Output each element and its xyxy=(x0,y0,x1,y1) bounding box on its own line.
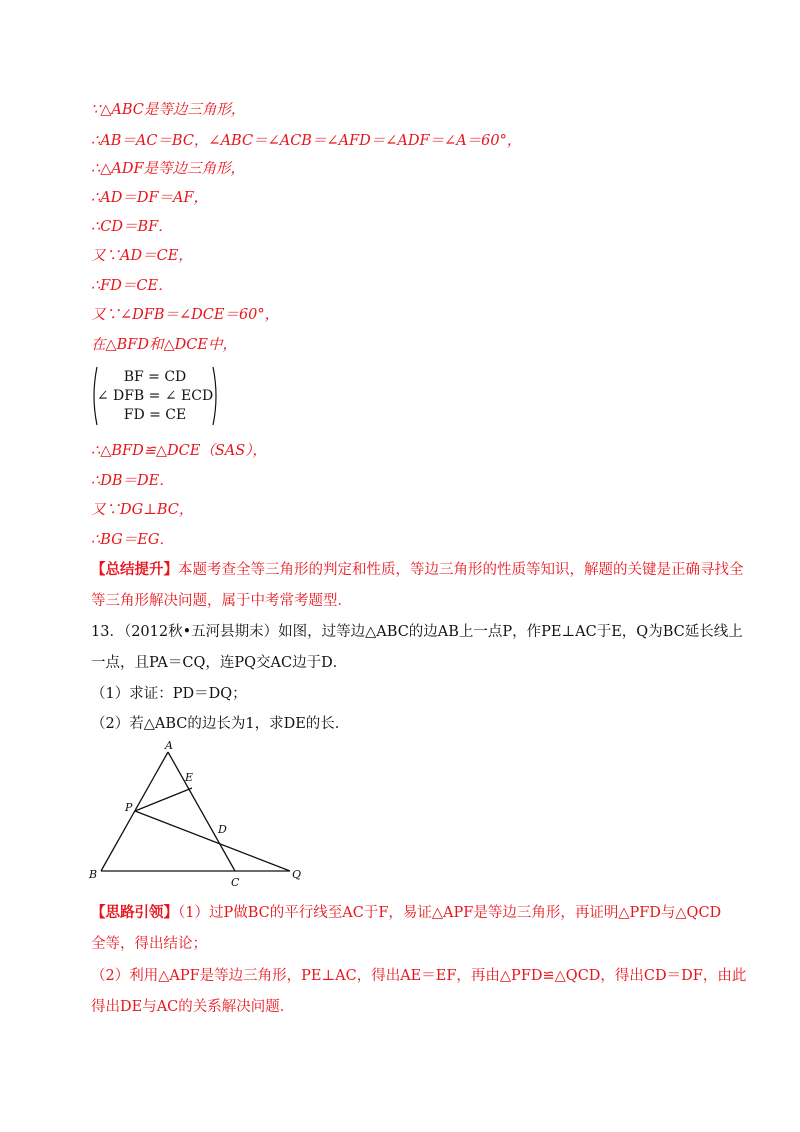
problem-line-2: 一点，且PA＝CQ，连PQ交AC边于D． xyxy=(91,655,348,671)
solution-line-8: 又∵∠DFB＝∠DCE＝60°， xyxy=(91,307,280,323)
conclusion-line-4: ∴BG＝EG． xyxy=(91,532,174,548)
summary-paragraph xyxy=(91,560,744,580)
hint-tag: 【思路引领】 xyxy=(91,904,178,921)
solution-line-2: ∴AB＝AC＝BC，∠ABC＝∠ACB＝∠AFD＝∠ADF＝∠A＝60°， xyxy=(91,133,522,149)
side-ab xyxy=(101,752,168,871)
system-row-1: BF = CD xyxy=(123,369,187,385)
problem-number: 13． xyxy=(91,624,124,640)
system-row-3: FD = CE xyxy=(123,407,187,423)
solution-line-1: ∵△ABC是等边三角形， xyxy=(91,102,246,118)
label-q: Q xyxy=(292,868,302,881)
conclusion-line-2: ∴DB＝DE． xyxy=(91,473,174,489)
hint-line-1: （1）过P做BC的平行线至AC于F，易证△APF是等边三角形，再证明△PFD与△QCD xyxy=(178,905,722,921)
solution-line-4: ∴AD＝DF＝AF， xyxy=(91,190,209,206)
side-ac xyxy=(168,752,235,871)
summary-line-2: 等三角形解决问题，属于中考常考题型． xyxy=(91,593,352,609)
summary-line-1: 本题考查全等三角形的判定和性质，等边三角形的性质等知识，解题的关键是正确寻找全 xyxy=(178,562,744,578)
triangle-figure xyxy=(85,738,315,888)
solution-line-9: 在△BFD和△DCE中， xyxy=(91,337,237,353)
label-c: C xyxy=(231,876,240,888)
system-row-2: ∠ DFB = ∠ ECD xyxy=(96,388,214,404)
label-b: B xyxy=(89,868,98,881)
label-e: E xyxy=(185,771,194,784)
question-2: （2）若△ABC的边长为1，求DE的长． xyxy=(91,716,350,732)
problem-line-1: （2012秋•五河县期末）如图，过等边△ABC的边AB上一点P，作PE⊥AC于E，Q为BC延长线上 xyxy=(123,624,743,640)
segment-pq xyxy=(135,811,290,871)
solution-line-7: ∴FD＝CE． xyxy=(91,278,173,294)
label-d: D xyxy=(218,823,227,836)
solution-line-5: ∴CD＝BF． xyxy=(91,219,173,235)
label-p: P xyxy=(125,801,133,814)
right-paren-icon xyxy=(212,366,220,426)
problem-header xyxy=(91,622,743,642)
hint-line-2: 全等，得出结论； xyxy=(91,936,207,952)
solution-line-3: ∴△ADF是等边三角形， xyxy=(91,161,246,177)
label-a: A xyxy=(165,739,173,752)
conclusion-line-1: ∴△BFD≌△DCE（SAS）， xyxy=(91,443,267,459)
solution-line-6: 又∵AD＝CE， xyxy=(91,248,193,264)
hint-line-4: 得出DE与AC的关系解决问题． xyxy=(91,999,295,1015)
summary-tag: 【总结提升】 xyxy=(91,561,178,578)
hint-line-3: （2）利用△APF是等边三角形，PE⊥AC，得出AE＝EF，再由△PFD≌△QCD，得出CD＝DF，由此 xyxy=(91,968,747,984)
segment-pe xyxy=(135,788,192,811)
equation-system xyxy=(90,366,220,426)
conclusion-line-3: 又∵DG⊥BC， xyxy=(91,502,194,518)
question-1: （1）求证：PD＝DQ； xyxy=(91,686,247,702)
hint-paragraph xyxy=(91,903,721,923)
